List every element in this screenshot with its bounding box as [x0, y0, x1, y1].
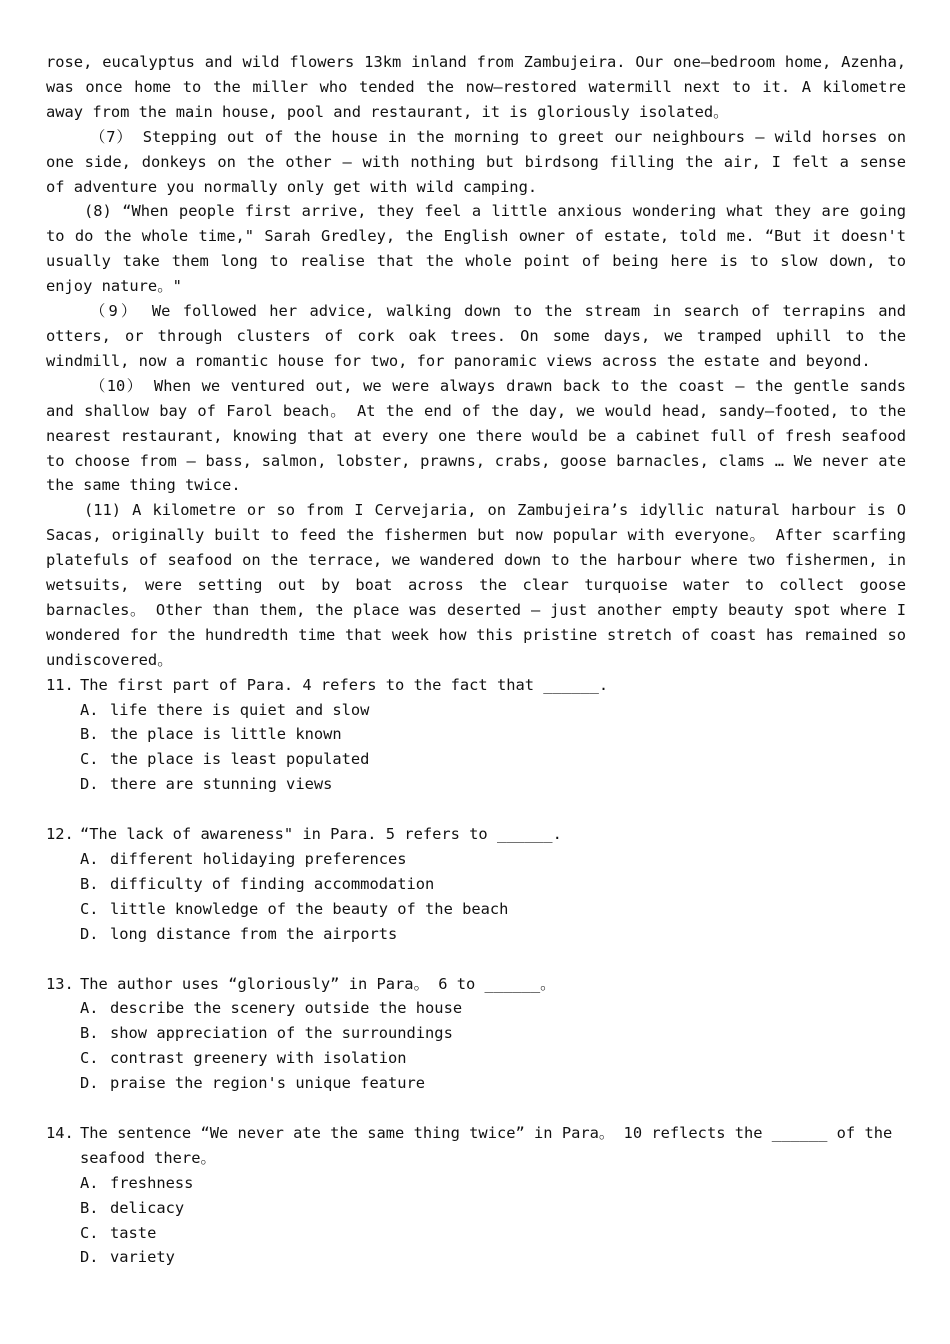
option-letter: A. — [80, 700, 99, 719]
question-number: 13. — [46, 974, 74, 993]
option-text: the place is little known — [110, 725, 342, 744]
spacer — [46, 947, 906, 972]
option-a — [46, 996, 906, 1021]
option-text: praise the region's unique feature — [110, 1074, 426, 1093]
option-d — [46, 1245, 906, 1270]
option-letter: C. — [80, 750, 99, 769]
passage-paragraph-8: (8) “When people first arrive, they feel a little anxious wondering what they are going to do the whole time," Sarah Gredley, the English owner of estate, told me. “But it doesn't usually take them long to realise that the whole point of being here is to slow down, to enjoy nature。" — [46, 202, 906, 296]
option-letter: B. — [80, 1198, 99, 1217]
question-stem: The sentence “We never ate the same thing twice” in Para。 10 reflects the ______ of the seafood there。 — [80, 1123, 893, 1167]
option-b — [46, 872, 906, 897]
option-text: variety — [110, 1248, 175, 1267]
option-letter: D. — [80, 924, 99, 943]
passage-paragraph-6: rose, eucalyptus and wild flowers 13km inland from Zambujeira. Our one—bedroom home, Azenha, was once home to the miller who tended the now—restored watermill next to it. A kilometre away from the main house, pool and restaurant, it is gloriously isolated。 — [46, 53, 906, 121]
passage-paragraph-9: （9） We followed her advice, walking down to the stream in search of terrapins and otters, or through clusters of cork oak trees. On some days, we tramped uphill to the windmill, now a romantic house for two, for panoramic views across the estate and beyond. — [46, 302, 906, 370]
option-letter: C. — [80, 1223, 99, 1242]
question-14 — [46, 1121, 906, 1270]
option-b — [46, 1196, 906, 1221]
option-c — [46, 897, 906, 922]
passage-paragraph-11: (11) A kilometre or so from I Cervejaria, on Zambujeira’s idyllic natural harbour is O Sacas, originally built to feed the fishermen but now popular with everyone。 After scarfing platefuls of seafood on the terrace, we wandered down to the harbour where two fishermen, in wetsuits, were setting out by boat across the clear turquoise water to collect goose barnacles。 Other than them, the place was deserted – just another empty beauty spot where I wondered for the hundredth time that week how this pristine stretch of coast has remained so undiscovered。 — [46, 501, 906, 669]
option-c — [46, 1221, 906, 1246]
option-d — [46, 1071, 906, 1096]
question-stem: The first part of Para. 4 refers to the fact that ______. — [80, 675, 609, 694]
option-letter: A. — [80, 999, 99, 1018]
option-text: delicacy — [110, 1198, 185, 1217]
option-c — [46, 747, 906, 772]
option-b — [46, 722, 906, 747]
passage-paragraph-7: （7） Stepping out of the house in the morning to greet our neighbours – wild horses on one side, donkeys on the other – with nothing but birdsong filling the air, I felt a sense of adventure you normally only get with wild camping. — [46, 127, 906, 196]
option-text: life there is quiet and slow — [110, 700, 370, 719]
question-11 — [46, 673, 906, 798]
option-letter: A. — [80, 1173, 99, 1192]
option-letter: B. — [80, 874, 99, 893]
option-text: there are stunning views — [110, 775, 333, 794]
option-d — [46, 922, 906, 947]
option-text: little knowledge of the beauty of the beach — [110, 899, 509, 918]
option-a — [46, 698, 906, 723]
option-b — [46, 1021, 906, 1046]
question-list — [46, 673, 906, 1271]
question-13 — [46, 972, 906, 1097]
option-letter: D. — [80, 1248, 99, 1267]
option-letter: D. — [80, 775, 99, 794]
spacer — [46, 1096, 906, 1121]
question-stem: “The lack of awareness" in Para. 5 refers to ______. — [80, 825, 562, 844]
document-page — [46, 50, 906, 1270]
question-stem: The author uses “gloriously” in Para。 6 to ______。 — [80, 974, 556, 993]
option-letter: C. — [80, 899, 99, 918]
option-d — [46, 772, 906, 797]
option-text: contrast greenery with isolation — [110, 1049, 407, 1068]
option-text: describe the scenery outside the house — [110, 999, 463, 1018]
option-letter: B. — [80, 1024, 99, 1043]
option-text: the place is least populated — [110, 750, 370, 769]
option-letter: C. — [80, 1049, 99, 1068]
option-text: freshness — [110, 1173, 194, 1192]
reading-passage — [46, 50, 906, 673]
option-a — [46, 1171, 906, 1196]
option-text: difficulty of finding accommodation — [110, 874, 435, 893]
passage-paragraph-10: （10） When we ventured out, we were always drawn back to the coast – the gentle sands and shallow bay of Farol beach。 At the end of the day, we would head, sandy—footed, to the nearest restaurant, knowing that at every one there would be a cabinet full of fresh seafood to choose from – bass, salmon, lobster, prawns, crabs, goose barnacles, clams … We never ate the same thing twice. — [46, 376, 906, 495]
option-a — [46, 847, 906, 872]
question-number: 14. — [46, 1123, 74, 1142]
option-text: long distance from the airports — [110, 924, 398, 943]
option-text: taste — [110, 1223, 157, 1242]
option-letter: B. — [80, 725, 99, 744]
question-number: 12. — [46, 825, 74, 844]
option-c — [46, 1046, 906, 1071]
option-letter: A. — [80, 849, 99, 868]
option-letter: D. — [80, 1074, 99, 1093]
question-number: 11. — [46, 675, 74, 694]
option-text: show appreciation of the surroundings — [110, 1024, 453, 1043]
option-text: different holidaying preferences — [110, 849, 407, 868]
spacer — [46, 797, 906, 822]
question-12 — [46, 822, 906, 947]
